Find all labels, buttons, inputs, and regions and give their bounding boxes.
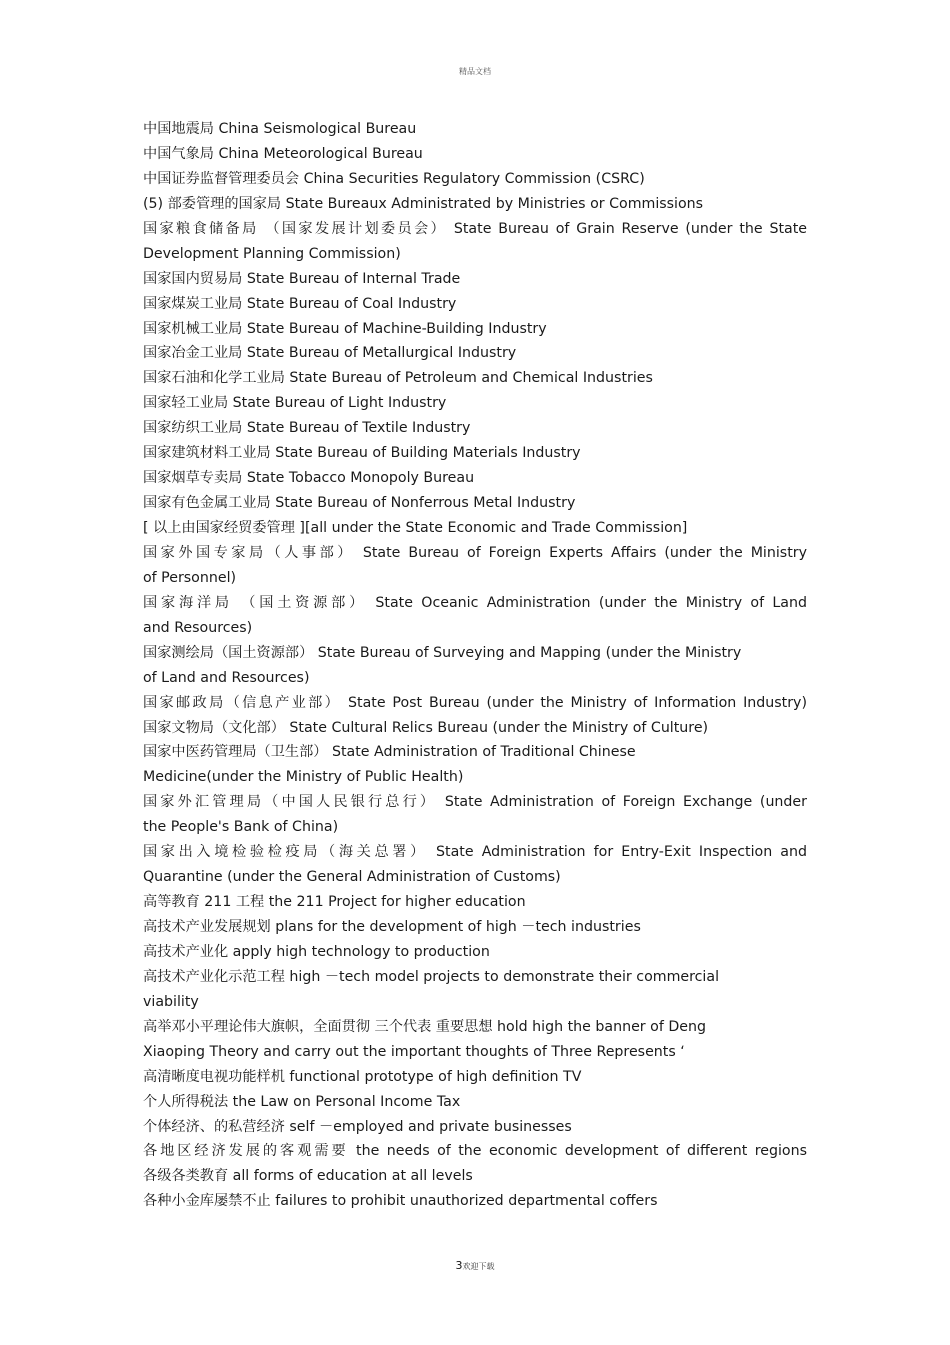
text-line: Quarantine (under the General Administration of Customs) — [143, 869, 561, 886]
text-line: 国家轻工业局 State Bureau of Light Industry — [143, 395, 447, 412]
text-line: 高技术产业化示范工程 high －tech model projects to demonstrate their commercial — [143, 968, 720, 985]
text-line: 中国地震局 China Seismological Bureau — [143, 121, 417, 137]
text-line: viability — [143, 993, 199, 1010]
text-line: and Resources) — [143, 619, 253, 636]
text-line: 各种小金库屡禁不止 failures to prohibit unauthorized departmental coffers — [143, 1193, 658, 1210]
text-line: 国家石油和化学工业局 State Bureau of Petroleum and Chemical Industries — [143, 370, 653, 387]
text-line: (5) 部委管理的国家局 State Bureaux Administrated by Ministries or Commissions — [143, 195, 704, 212]
text-line: 国家煤炭工业局 State Bureau of Coal Industry — [143, 295, 457, 312]
text-line: 国家有色金属工业局 State Bureau of Nonferrous Metal Industry — [143, 495, 576, 512]
text-line: 国家国内贸易局 State Bureau of Internal Trade — [143, 270, 461, 287]
text-line: 国家文物局（文化部） State Cultural Relics Bureau (under the Ministry of Culture) — [143, 719, 709, 736]
text-line: the People's Bank of China) — [143, 819, 339, 836]
text-line: 高技术产业化 apply high technology to production — [143, 943, 490, 960]
text-line: 个人所得税法 the Law on Personal Income Tax — [143, 1093, 461, 1110]
text-line: 国家海洋局 （国土资源部） State Oceanic Administration (under the Ministry of Land — [143, 594, 807, 611]
text-line: 国家外国专家局（人事部） State Bureau of Foreign Experts Affairs (under the Ministry — [143, 544, 807, 561]
text-line: 高清晰度电视功能样机 functional prototype of high definition TV — [143, 1068, 582, 1085]
page-header: 精品文档 — [459, 67, 491, 76]
text-line: 国家粮食储备局 （国家发展计划委员会） State Bureau of Grain Reserve (under the State — [143, 220, 807, 237]
text-line: 高等教育 211 工程 the 211 Project for higher education — [143, 894, 526, 911]
text-line: 中国证券监督管理委员会 China Securities Regulatory Commission (CSRC) — [143, 170, 645, 187]
text-line: 国家测绘局（国土资源部） State Bureau of Surveying and Mapping (under the Ministry — [143, 644, 742, 661]
text-line: 国家中医药管理局（卫生部） State Administration of Traditional Chinese — [143, 744, 636, 761]
text-line: 国家邮政局（信息产业部） State Post Bureau (under the Ministry of Information Industry) — [143, 694, 807, 711]
text-line: 高技术产业发展规划 plans for the development of high －tech industries — [143, 919, 641, 935]
text-line: Development Planning Commission) — [143, 245, 401, 262]
text-line: 国家外汇管理局（中国人民银行总行） State Administration of Foreign Exchange (under — [143, 794, 807, 811]
text-line: 国家机械工业局 State Bureau of Machine-Building Industry — [143, 320, 547, 337]
text-line: 国家冶金工业局 State Bureau of Metallurgical Industry — [143, 345, 517, 362]
text-line: 各地区经济发展的客观需要 the needs of the economic development of different regions — [143, 1143, 807, 1160]
text-line: 中国气象局 China Meteorological Bureau — [143, 145, 423, 162]
page-footer — [0, 1259, 950, 1272]
text-line: [ 以上由国家经贸委管理 ][all under the State Economic and Trade Commission] — [143, 520, 688, 536]
page-number: 3 — [455, 1259, 463, 1272]
text-line: 高举邓小平理论伟大旗帜，全面贯彻 三个代表 重要思想 hold high the banner of Deng — [143, 1018, 706, 1035]
text-line: Xiaoping Theory and carry out the important thoughts of Three Represents ‘ — [143, 1043, 685, 1060]
text-line: 国家建筑材料工业局 State Bureau of Building Materials Industry — [143, 445, 581, 462]
text-line: 国家出入境检验检疫局（海关总署） State Administration for Entry-Exit Inspection and — [143, 844, 807, 861]
text-line: Medicine(under the Ministry of Public Health) — [143, 769, 464, 786]
footer-text: 欢迎下载 — [462, 1262, 495, 1271]
document-body — [143, 117, 807, 1214]
text-line: of Land and Resources) — [143, 669, 310, 686]
text-line: 国家烟草专卖局 State Tobacco Monopoly Bureau — [143, 470, 475, 487]
text-line: 国家纺织工业局 State Bureau of Textile Industry — [143, 420, 471, 437]
text-line: 各级各类教育 all forms of education at all levels — [143, 1168, 473, 1185]
text-line: of Personnel) — [143, 569, 237, 586]
text-line: 个体经济、的私营经济 self －employed and private businesses — [143, 1118, 572, 1135]
